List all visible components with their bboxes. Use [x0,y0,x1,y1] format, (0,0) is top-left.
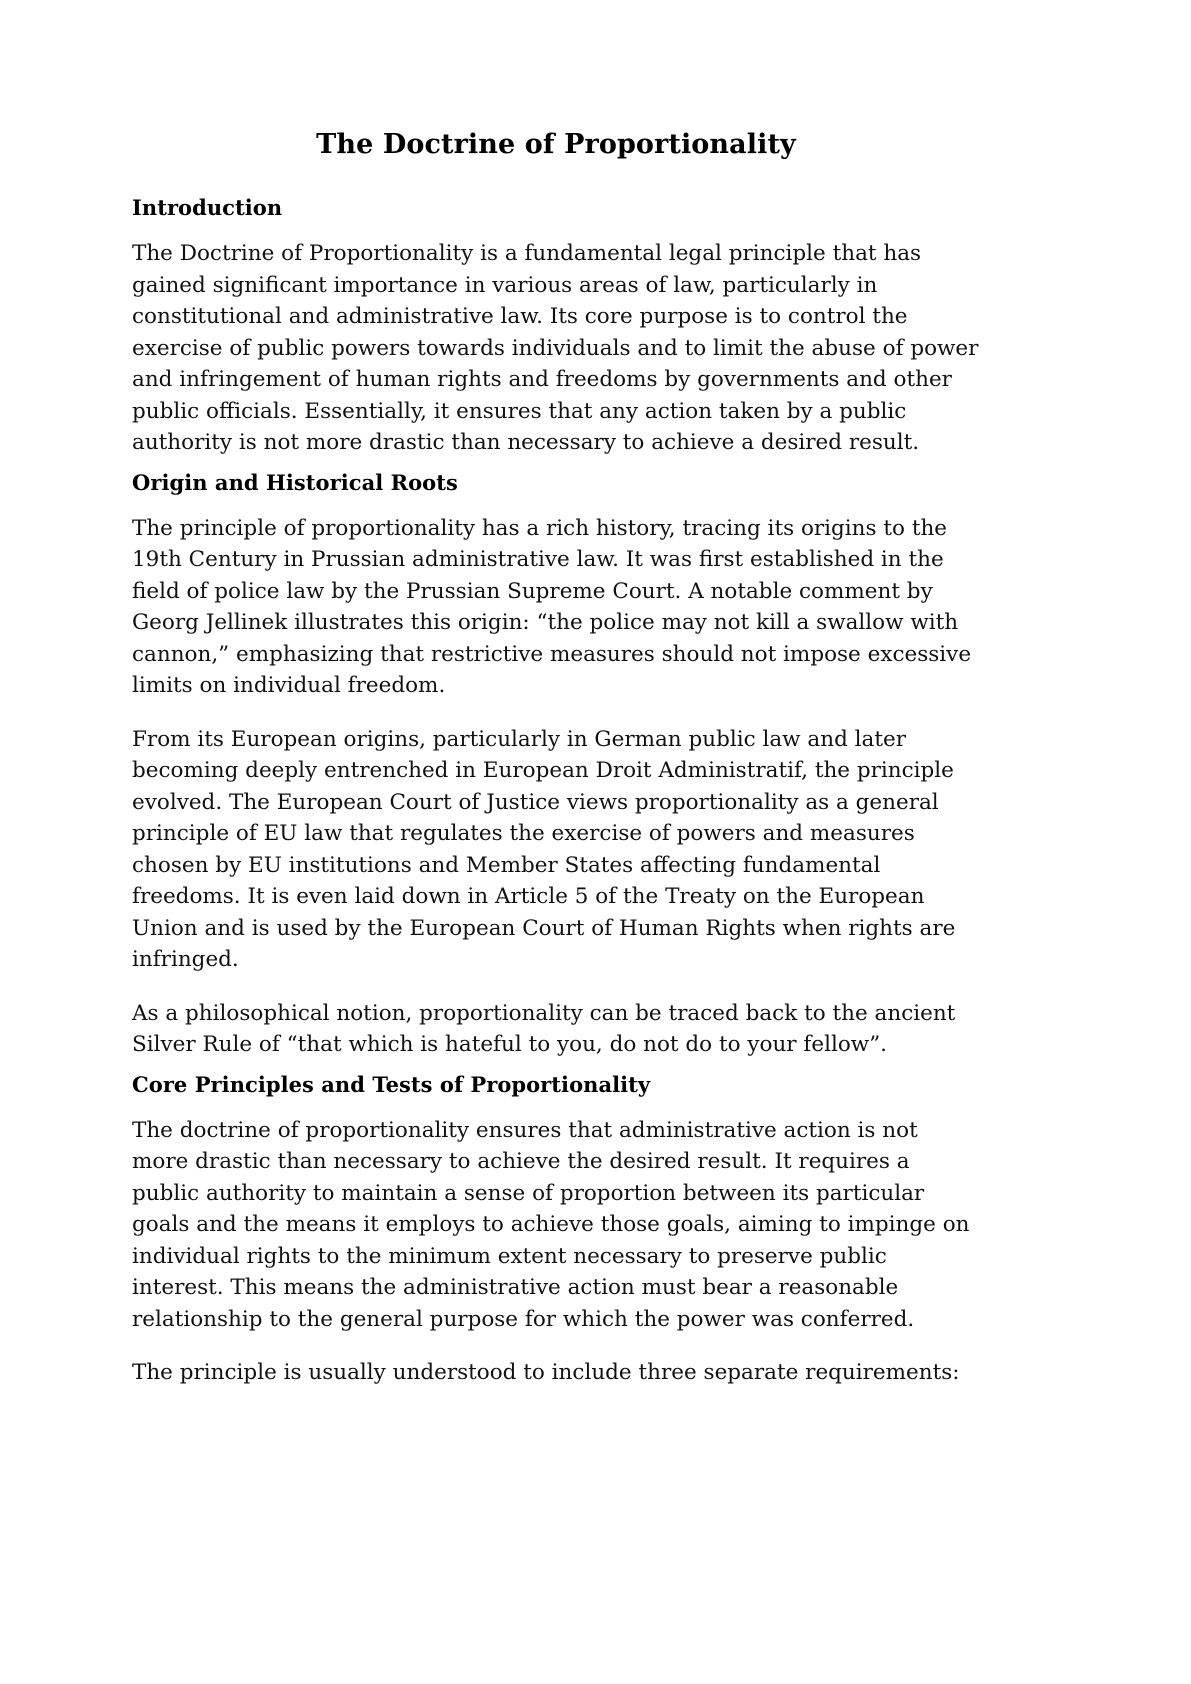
paragraph: The principle of proportionality has a rich history, tracing its origins to the 19th Century in Prussian administrative law. It was first established in the field of police law by the Prussian Supreme Court. A notable comment by Georg Jellinek illustrates this origin: “the police may not kill a swallow with cannon,” emphasizing that restrictive measures should not impose excessive limits on individual freedom. [132,515,972,698]
paragraph: The doctrine of proportionality ensures that administrative action is not more drastic than necessary to achieve the desired result. It requires a public authority to maintain a sense of proportion between its particular goals and the means it employs to achieve those goals, aiming to impinge on individual rights to the minimum extent necessary to preserve public interest. This means the administrative action must bear a reasonable relationship to the general purpose for which the power was conferred. [132,1117,970,1332]
section-origin-and-historical-roots [132,469,980,1061]
document-content [132,128,980,1399]
page-title: The Doctrine of Proportionality [316,129,796,160]
section-heading-introduction: Introduction [132,195,283,220]
section-heading-origin-and-historical-roots: Origin and Historical Roots [132,469,458,495]
section-heading-core-principles-and-tests: Core Principles and Tests of Proportionality [132,1071,651,1097]
paragraph: As a philosophical notion, proportionality can be traced back to the ancient Silver Rule of “that which is hateful to you, do not do to your fellow”. [132,1000,956,1057]
section-introduction [132,194,980,459]
paragraph: The Doctrine of Proportionality is a fundamental legal principle that has gained significant importance in various areas of law, particularly in constitutional and administrative law. Its core purpose is to control the exercise of public powers towards individuals and to limit the abuse of power and infringement of human rights and freedoms by governments and other public officials. Essentially, it ensures that any action taken by a public authority is not more drastic than necessary to achieve a desired result. [132,241,979,455]
section-core-principles-and-tests [132,1071,980,1389]
paragraph: The principle is usually understood to include three separate requirements: [132,1360,960,1385]
paragraph: From its European origins, particularly in German public law and later becoming deeply entrenched in European Droit Administratif, the principle evolved. The European Court of Justice views proportionality as a general principle of EU law that regulates the exercise of powers and measures chosen by EU institutions and Member States affecting fundamental freedoms. It is even laid down in Article 5 of the Treaty on the European Union and is used by the European Court of Human Rights when rights are infringed. [132,726,956,972]
